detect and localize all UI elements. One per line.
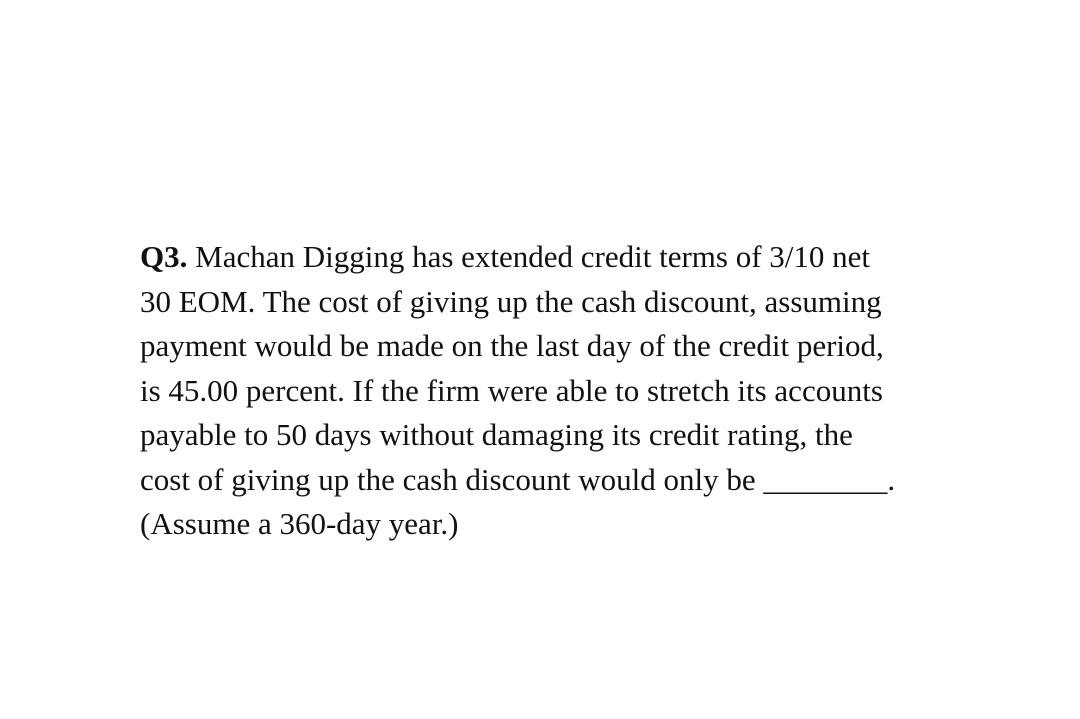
question-line-1-text: Machan Digging has extended credit terms of 3/10 net <box>195 239 871 274</box>
question-line-1 <box>140 235 895 280</box>
question-text <box>140 235 895 547</box>
question-line-6: cost of giving up the cash discount would only be ________. <box>140 461 896 497</box>
question-line-3: payment would be made on the last day of the credit period, <box>140 328 884 363</box>
question-number: Q3. <box>140 239 188 274</box>
question-line-7: (Assume a 360-day year.) <box>140 506 459 541</box>
question-line-5: payable to 50 days without damaging its credit rating, the <box>140 417 853 452</box>
question-line-2: 30 EOM. The cost of giving up the cash discount, assuming <box>140 283 882 319</box>
question-line-4: is 45.00 percent. If the firm were able to stretch its accounts <box>140 372 883 408</box>
